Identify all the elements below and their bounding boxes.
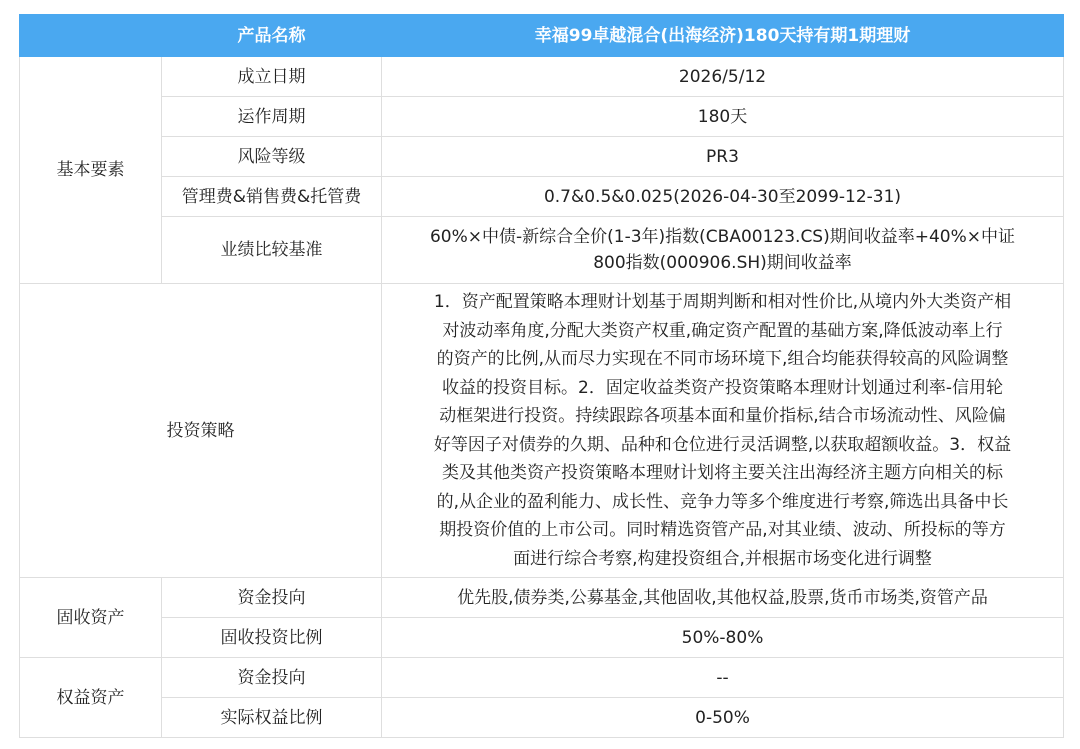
benchmark-line-2: 800指数(000906.SH)期间收益率 — [593, 253, 852, 273]
value-strategy — [382, 284, 1064, 578]
table-row — [20, 137, 1064, 177]
field-establish-date: 成立日期 — [162, 57, 382, 97]
section-label-fixed-income: 固收资产 — [20, 578, 162, 658]
value-equity-ratio: 0-50% — [382, 698, 1064, 738]
header-label-product-name: 产品名称 — [162, 15, 382, 57]
field-equity-allocation: 资金投向 — [162, 658, 382, 698]
table-row — [20, 578, 1064, 618]
value-fixed-income-ratio: 50%-80% — [382, 618, 1064, 658]
field-risk-level: 风险等级 — [162, 137, 382, 177]
value-fees: 0.7&0.5&0.025(2026-04-30至2099-12-31) — [382, 177, 1064, 217]
header-product-name-value: 幸福99卓越混合(出海经济)180天持有期1期理财 — [382, 15, 1064, 57]
field-fees: 管理费&销售费&托管费 — [162, 177, 382, 217]
strategy-line: 的资产的比例,从而尽力实现在不同市场环境下,组合均能获得较高的风险调整 — [436, 349, 1009, 369]
field-operation-period: 运作周期 — [162, 97, 382, 137]
field-fixed-income-ratio: 固收投资比例 — [162, 618, 382, 658]
table-row — [20, 618, 1064, 658]
field-benchmark: 业绩比较基准 — [162, 217, 382, 284]
table-row — [20, 177, 1064, 217]
table-row — [20, 284, 1064, 578]
table-row — [20, 57, 1064, 97]
value-risk-level: PR3 — [382, 137, 1064, 177]
field-equity-ratio: 实际权益比例 — [162, 698, 382, 738]
benchmark-line-1: 60%×中债-新综合全价(1-3年)指数(CBA00123.CS)期间收益率+40%×中证 — [429, 227, 1016, 247]
strategy-text — [382, 284, 1063, 577]
section-label-equity: 权益资产 — [20, 658, 162, 738]
table-row — [20, 217, 1064, 284]
header-empty-cell — [20, 15, 162, 57]
strategy-line: 对波动率角度,分配大类资产权重,确定资产配置的基础方案,降低波动率上行 — [442, 320, 1003, 341]
strategy-line: 类及其他类资产投资策略本理财计划将主要关注出海经济主题方向相关的标 — [442, 463, 1003, 483]
strategy-line: 面进行综合考察,构建投资组合,并根据市场变化进行调整 — [513, 548, 932, 569]
strategy-line: 的,从企业的盈利能力、成长性、竞争力等多个维度进行考察,筛选出具备中长 — [436, 491, 1009, 512]
table-header-row — [20, 15, 1064, 57]
value-equity-allocation: -- — [382, 658, 1064, 698]
strategy-line: 期投资价值的上市公司。同时精选资管产品,对其业绩、波动、所投标的等方 — [439, 520, 1006, 540]
product-table-container — [19, 14, 1063, 738]
value-establish-date: 2026/5/12 — [382, 57, 1064, 97]
strategy-line: 1．资产配置策略本理财计划基于周期判断和相对性价比,从境内外大类资产相 — [433, 292, 1012, 312]
table-row — [20, 698, 1064, 738]
table-row — [20, 97, 1064, 137]
field-fixed-income-allocation: 资金投向 — [162, 578, 382, 618]
value-fixed-income-allocation: 优先股,债券类,公募基金,其他固收,其他权益,股票,货币市场类,资管产品 — [382, 578, 1064, 618]
value-operation-period: 180天 — [382, 97, 1064, 137]
section-label-strategy: 投资策略 — [20, 284, 382, 578]
section-label-basic: 基本要素 — [20, 57, 162, 284]
table-row — [20, 658, 1064, 698]
product-info-table — [19, 14, 1064, 738]
strategy-line: 收益的投资目标。2．固定收益类资产投资策略本理财计划通过利率-信用轮 — [442, 377, 1003, 398]
value-benchmark — [382, 217, 1064, 284]
strategy-line: 好等因子对债券的久期、品种和仓位进行灵活调整,以获取超额收益。3．权益 — [433, 434, 1012, 455]
strategy-line: 动框架进行投资。持续跟踪各项基本面和量价指标,结合市场流动性、风险偏 — [439, 406, 1006, 426]
